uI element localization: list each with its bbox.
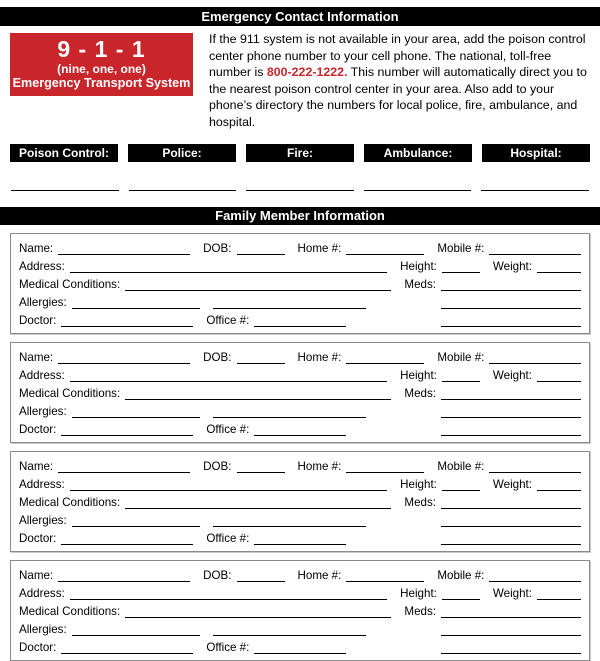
- allergies-row: [19, 510, 581, 528]
- weight-field-line[interactable]: [537, 380, 581, 382]
- meds-field-line[interactable]: [441, 616, 581, 618]
- meds-continuation-line[interactable]: [441, 543, 581, 545]
- medical-row: [19, 383, 581, 401]
- address-field-line[interactable]: [70, 380, 387, 382]
- mobile-phone-label: Mobile #:: [437, 569, 485, 583]
- doctor-row: [19, 419, 581, 437]
- medical-row: [19, 274, 581, 292]
- weight-label: Weight:: [492, 260, 532, 274]
- meds-continuation-line[interactable]: [441, 634, 581, 636]
- contact-label-hospital: Hospital:: [482, 144, 590, 162]
- name-label: Name:: [19, 460, 54, 474]
- allergies-field-line[interactable]: [72, 416, 200, 418]
- medical-conditions-label: Medical Conditions:: [19, 277, 121, 291]
- name-field-line[interactable]: [58, 362, 190, 364]
- name-label: Name:: [19, 242, 54, 256]
- height-field-line[interactable]: [442, 271, 480, 273]
- meds-field-line[interactable]: [441, 289, 581, 291]
- name-label: Name:: [19, 351, 54, 365]
- meds-continuation-line[interactable]: [441, 416, 581, 418]
- meds-continuation-line[interactable]: [441, 307, 581, 309]
- allergies-row: [19, 401, 581, 419]
- weight-field-line[interactable]: [537, 271, 581, 273]
- doctor-label: Doctor:: [19, 531, 57, 545]
- dob-field-line[interactable]: [237, 362, 285, 364]
- allergies-label: Allergies:: [19, 513, 67, 527]
- contact-label-police: Police:: [128, 144, 236, 162]
- family-member-card: [10, 451, 590, 552]
- meds-label: Meds:: [404, 386, 436, 400]
- doctor-label: Doctor:: [19, 313, 57, 327]
- allergies-label: Allergies:: [19, 622, 67, 636]
- allergies-continuation-line[interactable]: [213, 307, 366, 309]
- doctor-field-line[interactable]: [61, 325, 193, 327]
- mobile-phone-field-line[interactable]: [489, 471, 581, 473]
- home-phone-field-line[interactable]: [346, 362, 424, 364]
- mobile-phone-field-line[interactable]: [489, 580, 581, 582]
- family-member-card: [10, 342, 590, 443]
- name-field-line[interactable]: [58, 253, 190, 255]
- medical-conditions-label: Medical Conditions:: [19, 495, 121, 509]
- meds-continuation-line[interactable]: [441, 525, 581, 527]
- name-row: [19, 348, 581, 366]
- meds-field-line[interactable]: [441, 507, 581, 509]
- height-label: Height:: [400, 260, 437, 274]
- family-member-card: [10, 560, 590, 661]
- address-label: Address:: [19, 587, 65, 601]
- contact-label-fire: Fire:: [246, 144, 354, 162]
- mobile-phone-field-line[interactable]: [489, 253, 581, 255]
- meds-continuation-line[interactable]: [441, 325, 581, 327]
- mobile-phone-label: Mobile #:: [437, 242, 485, 256]
- contact-label-ambulance: Ambulance:: [364, 144, 472, 162]
- name-label: Name:: [19, 569, 54, 583]
- meds-label: Meds:: [404, 604, 436, 618]
- medical-row: [19, 492, 581, 510]
- weight-label: Weight:: [492, 369, 532, 383]
- poison-control-fill-line[interactable]: [11, 162, 119, 191]
- dob-field-line[interactable]: [237, 253, 285, 255]
- ambulance-fill-line[interactable]: [364, 162, 472, 191]
- medical-conditions-label: Medical Conditions:: [19, 604, 121, 618]
- medical-conditions-field-line[interactable]: [125, 507, 391, 509]
- contact-fill-lines-row: [11, 162, 589, 191]
- paragraph-text-after: This number will automatically direct you to the nearest poison control center in your area. Also add to your phone’s directory the numbers for local police, fire, ambulance, and hospital.: [209, 65, 587, 129]
- doctor-label: Doctor:: [19, 640, 57, 654]
- meds-continuation-line[interactable]: [441, 652, 581, 654]
- medical-row: [19, 601, 581, 619]
- meds-label: Meds:: [404, 277, 436, 291]
- 911-callout: [10, 33, 193, 96]
- weight-field-line[interactable]: [537, 598, 581, 600]
- doctor-row: [19, 637, 581, 655]
- fire-fill-line[interactable]: [246, 162, 354, 191]
- hospital-fill-line[interactable]: [481, 162, 589, 191]
- dob-label: DOB:: [203, 351, 232, 365]
- contact-labels-row: [10, 144, 590, 162]
- allergies-field-line[interactable]: [72, 307, 200, 309]
- height-field-line[interactable]: [442, 489, 480, 491]
- allergies-continuation-line[interactable]: [213, 634, 366, 636]
- allergies-label: Allergies:: [19, 295, 67, 309]
- address-field-line[interactable]: [70, 598, 387, 600]
- height-field-line[interactable]: [442, 380, 480, 382]
- weight-label: Weight:: [492, 587, 532, 601]
- mobile-phone-field-line[interactable]: [489, 362, 581, 364]
- height-field-line[interactable]: [442, 598, 480, 600]
- office-phone-field-line[interactable]: [254, 325, 346, 327]
- height-label: Height:: [400, 478, 437, 492]
- allergies-continuation-line[interactable]: [213, 525, 366, 527]
- family-header-bar: [0, 207, 600, 225]
- address-label: Address:: [19, 260, 65, 274]
- address-row: [19, 256, 581, 274]
- dob-label: DOB:: [203, 569, 232, 583]
- poison-control-paragraph: [209, 31, 590, 131]
- medical-conditions-label: Medical Conditions:: [19, 386, 121, 400]
- family-member-card: [10, 233, 590, 334]
- mobile-phone-label: Mobile #:: [437, 460, 485, 474]
- allergies-field-line[interactable]: [72, 634, 200, 636]
- office-phone-field-line[interactable]: [254, 543, 346, 545]
- office-phone-label: Office #:: [206, 313, 250, 327]
- police-fill-line[interactable]: [129, 162, 237, 191]
- weight-field-line[interactable]: [537, 489, 581, 491]
- home-phone-label: Home #:: [297, 569, 342, 583]
- meds-field-line[interactable]: [441, 398, 581, 400]
- home-phone-field-line[interactable]: [346, 471, 424, 473]
- address-field-line[interactable]: [70, 489, 387, 491]
- contact-label-poison-control: Poison Control:: [10, 144, 118, 162]
- paragraph-text-before: If the 911 system is not available in your area, add the poison control center phone number to your cell phone. The national, toll-free number is: [209, 32, 586, 80]
- name-field-line[interactable]: [58, 580, 190, 582]
- office-phone-label: Office #:: [206, 640, 250, 654]
- emergency-header-bar: [0, 7, 600, 26]
- dob-field-line[interactable]: [237, 471, 285, 473]
- poison-control-phone-number: 800-222-1222.: [266, 65, 348, 80]
- allergies-row: [19, 619, 581, 637]
- office-phone-label: Office #:: [206, 422, 250, 436]
- meds-continuation-line[interactable]: [441, 434, 581, 436]
- name-field-line[interactable]: [58, 471, 190, 473]
- home-phone-field-line[interactable]: [346, 580, 424, 582]
- home-phone-label: Home #:: [297, 242, 342, 256]
- 911-number: 9 - 1 - 1: [57, 36, 146, 62]
- doctor-row: [19, 528, 581, 546]
- office-phone-label: Office #:: [206, 531, 250, 545]
- address-row: [19, 365, 581, 383]
- 911-caption: Emergency Transport System: [12, 76, 191, 90]
- allergies-row: [19, 292, 581, 310]
- name-row: [19, 239, 581, 257]
- weight-label: Weight:: [492, 478, 532, 492]
- mobile-phone-label: Mobile #:: [437, 351, 485, 365]
- name-row: [19, 457, 581, 475]
- height-label: Height:: [400, 369, 437, 383]
- 911-subtitle: (nine, one, one): [57, 62, 146, 76]
- home-phone-field-line[interactable]: [346, 253, 424, 255]
- address-row: [19, 474, 581, 492]
- allergies-continuation-line[interactable]: [213, 416, 366, 418]
- address-field-line[interactable]: [70, 271, 387, 273]
- office-phone-field-line[interactable]: [254, 434, 346, 436]
- doctor-row: [19, 310, 581, 328]
- emergency-info-section: [10, 33, 590, 131]
- name-row: [19, 566, 581, 584]
- address-row: [19, 583, 581, 601]
- address-label: Address:: [19, 478, 65, 492]
- medical-conditions-field-line[interactable]: [125, 616, 391, 618]
- dob-label: DOB:: [203, 242, 232, 256]
- doctor-label: Doctor:: [19, 422, 57, 436]
- office-phone-field-line[interactable]: [254, 652, 346, 654]
- dob-label: DOB:: [203, 460, 232, 474]
- allergies-label: Allergies:: [19, 404, 67, 418]
- home-phone-label: Home #:: [297, 460, 342, 474]
- height-label: Height:: [400, 587, 437, 601]
- doctor-field-line[interactable]: [61, 652, 193, 654]
- page-title: Emergency Contact Information: [201, 9, 399, 24]
- family-section-title: Family Member Information: [215, 207, 385, 223]
- doctor-field-line[interactable]: [61, 434, 193, 436]
- meds-label: Meds:: [404, 495, 436, 509]
- medical-conditions-field-line[interactable]: [125, 398, 391, 400]
- home-phone-label: Home #:: [297, 351, 342, 365]
- address-label: Address:: [19, 369, 65, 383]
- dob-field-line[interactable]: [237, 580, 285, 582]
- allergies-field-line[interactable]: [72, 525, 200, 527]
- medical-conditions-field-line[interactable]: [125, 289, 391, 291]
- doctor-field-line[interactable]: [61, 543, 193, 545]
